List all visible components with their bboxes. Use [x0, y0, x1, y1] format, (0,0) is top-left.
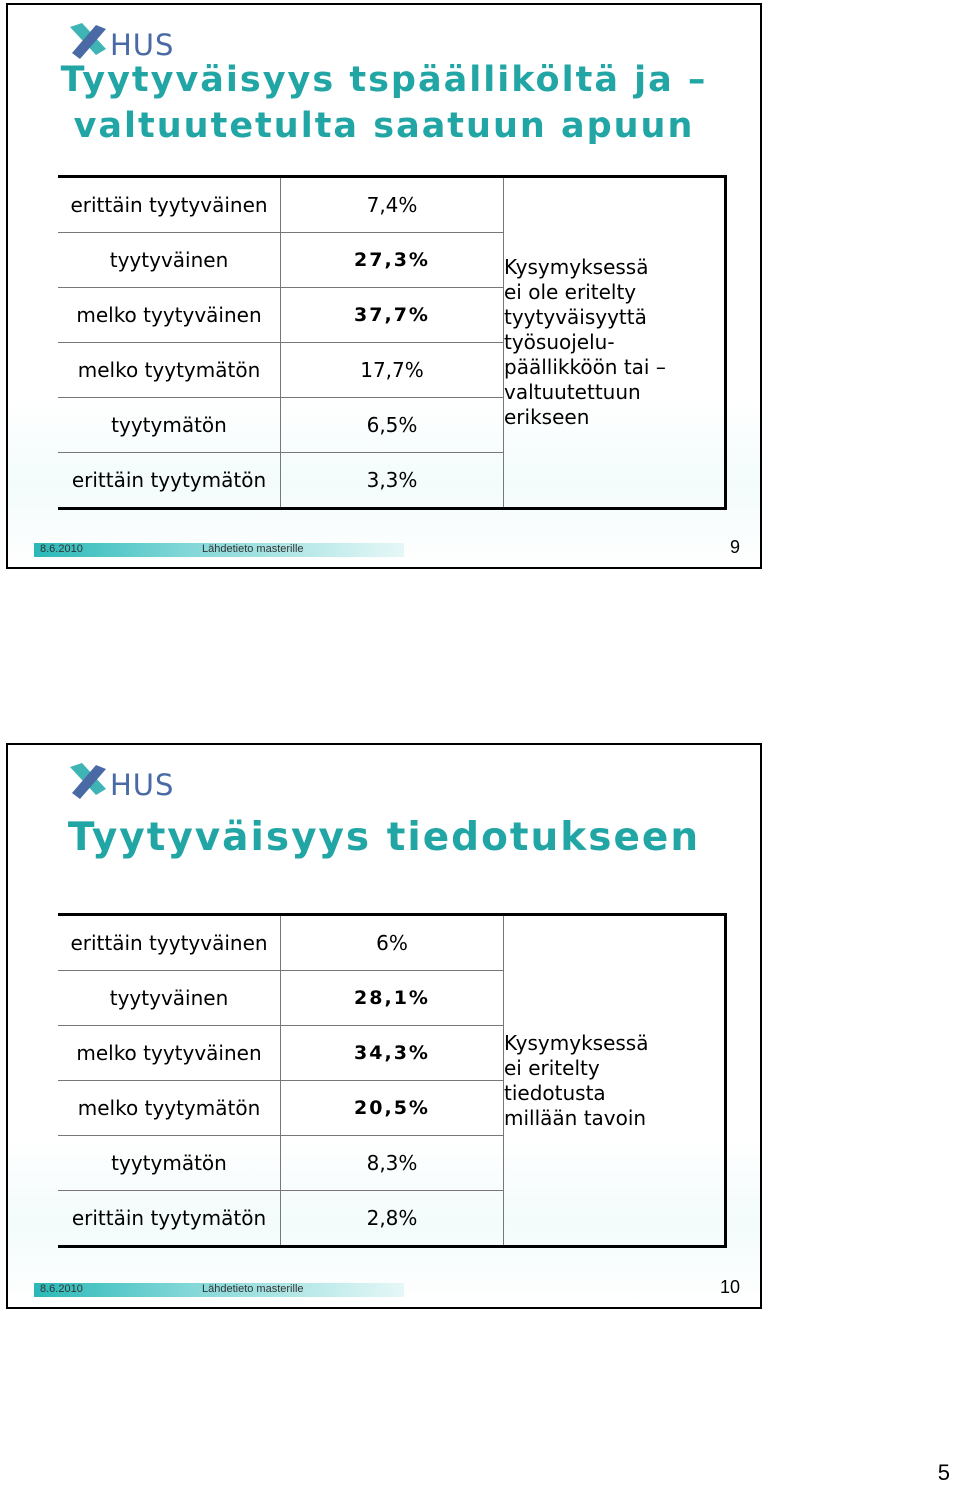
slide-9 [6, 3, 762, 569]
category-label: melko tyytymätön [58, 1081, 281, 1136]
category-label: tyytyväinen [58, 971, 281, 1026]
note-cell [504, 177, 726, 509]
category-label: erittäin tyytymätön [71, 1206, 267, 1230]
percentage-value: 6% [281, 915, 504, 971]
note-cell [504, 915, 726, 1247]
slide-title [8, 57, 760, 149]
percentage-value: 7,4% [281, 177, 504, 233]
category-label: erittäin tyytyväinen [58, 915, 281, 971]
note-line: tyytyväisyyttä [504, 305, 647, 329]
note-line: työsuojelu- [504, 330, 615, 354]
note-line: millään tavoin [504, 1105, 647, 1130]
percentage-value: 17,7% [281, 343, 504, 398]
note-line: ei eritelty [504, 1055, 600, 1080]
category-label: tyytymätön [58, 398, 281, 453]
hus-cross-icon [66, 759, 110, 803]
percentage-value: 2,8% [281, 1191, 504, 1247]
footer-date: 8.6.2010 [40, 543, 83, 555]
percentage-value: 6,5% [281, 398, 504, 453]
note-line: erikseen [504, 405, 590, 429]
percentage-value: 28,1% [281, 971, 504, 1026]
slide-title [8, 815, 760, 861]
note-line: ei ole eritelty [504, 280, 637, 304]
percentage-value: 3,3% [281, 453, 504, 509]
footer-source: Lähdetieto masterille [202, 543, 304, 555]
category-label: erittäin tyytymätön [71, 468, 267, 492]
logo-text: HUS [110, 28, 175, 62]
slide-10 [6, 743, 762, 1309]
percentage-value: 20,5% [281, 1081, 504, 1136]
percentage-value: 8,3% [281, 1136, 504, 1191]
hus-logo [66, 757, 196, 811]
note-line: päällikköön tai – [504, 355, 666, 379]
slide-number: 9 [729, 537, 740, 557]
title-line-2: valtuutetulta saatuun apuun [73, 106, 695, 146]
logo-text: HUS [110, 768, 175, 802]
note-line: Kysymyksessä [504, 1030, 649, 1055]
table-row [58, 915, 726, 971]
category-label: tyytyväinen [58, 233, 281, 288]
category-label: melko tyytyväinen [58, 1026, 281, 1081]
table-row [58, 177, 726, 233]
satisfaction-table [58, 175, 727, 510]
note-line: valtuutettuun [504, 380, 641, 404]
category-label: melko tyytymätön [58, 343, 281, 398]
category-label: melko tyytyväinen [58, 288, 281, 343]
note-line: Kysymyksessä [504, 255, 649, 279]
category-label: tyytymätön [58, 1136, 281, 1191]
footer-source: Lähdetieto masterille [202, 1283, 304, 1295]
category-label: erittäin tyytyväinen [58, 177, 281, 233]
title-line-1: Tyytyväisyys tiedotukseen [67, 815, 701, 860]
title-line-1: Tyytyväisyys tspäälliköltä ja – [60, 60, 708, 100]
footer-date: 8.6.2010 [40, 1283, 83, 1295]
satisfaction-table [58, 913, 727, 1248]
slide-number: 10 [719, 1277, 740, 1297]
page-number: 5 [937, 1460, 950, 1485]
note-line: tiedotusta [504, 1080, 606, 1105]
percentage-value: 34,3% [281, 1026, 504, 1081]
percentage-value: 37,7% [281, 288, 504, 343]
percentage-value: 27,3% [281, 233, 504, 288]
